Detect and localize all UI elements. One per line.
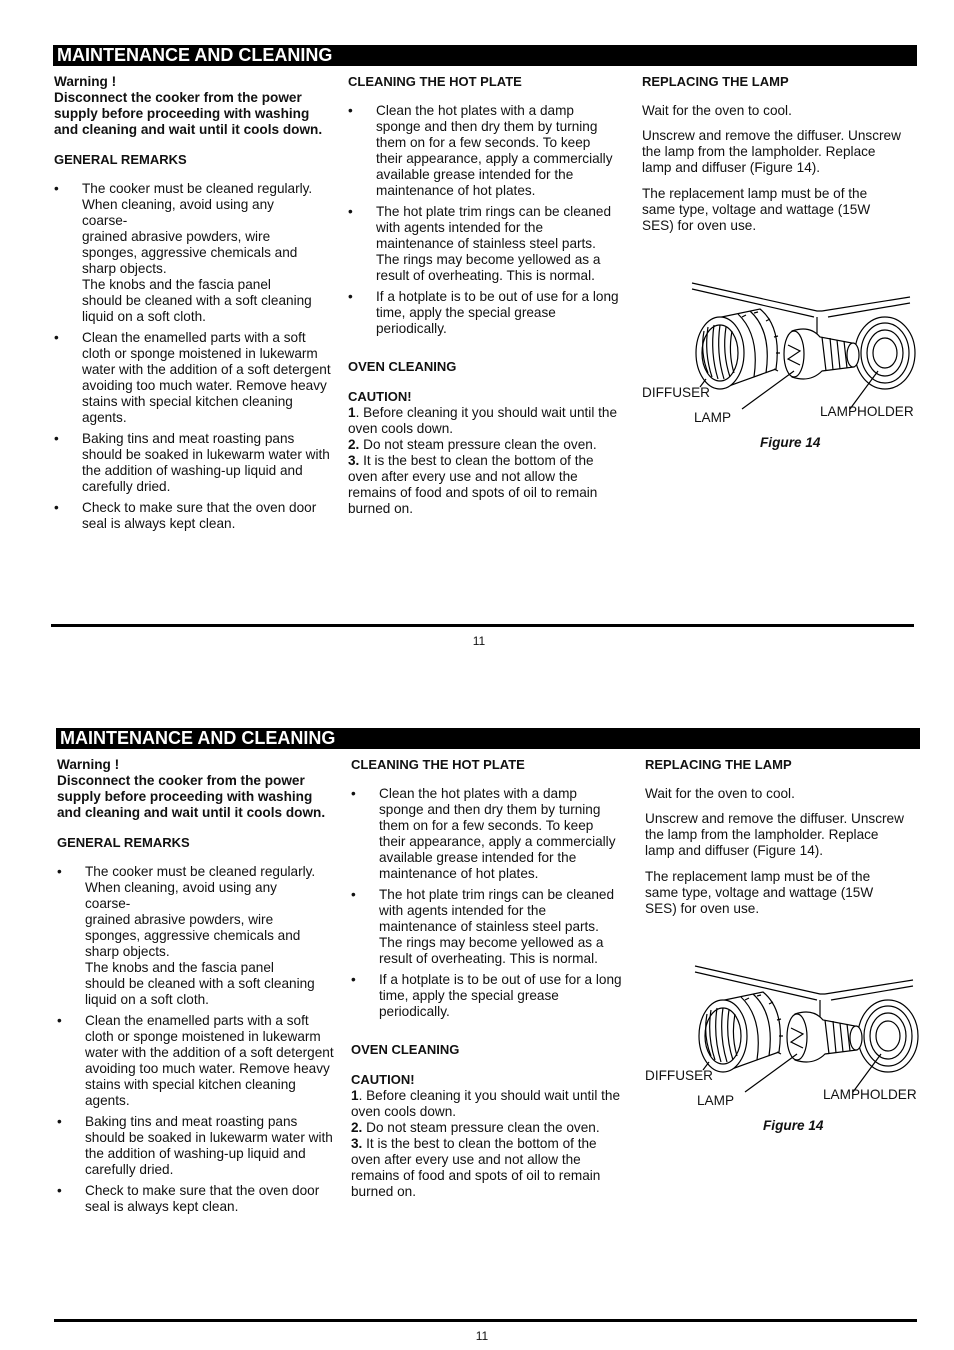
warning-title: Warning ! xyxy=(54,74,117,89)
lamp-diagram-illustration xyxy=(642,281,922,461)
list-item: • Check to make sure that the oven door seal is always kept clean. xyxy=(54,500,332,532)
lamp-figure xyxy=(645,964,925,1144)
middle-column xyxy=(348,74,620,517)
list-item: • Clean the hot plates with a damp sponge and then dry them by turning them on for a few seconds. To keep their appearance, apply a commercially available grease intended for the maintenance of hot plates. xyxy=(351,786,623,882)
list-item: • Check to make sure that the oven door seal is always kept clean. xyxy=(57,1183,335,1215)
lamp-figure xyxy=(642,281,922,461)
figure-caption: Figure 14 xyxy=(763,1118,824,1133)
page-top xyxy=(0,0,954,648)
section-banner: MAINTENANCE AND CLEANING xyxy=(56,728,920,749)
left-column xyxy=(54,74,332,537)
lampholder-label: LAMPHOLDER xyxy=(823,1087,917,1102)
list-item: • Clean the enamelled parts with a soft cloth or sponge moistened in lukewarm water with the addition of a soft detergent avoiding too much water. Remove heavy stains with special kitchen cleaning agents. xyxy=(54,330,332,426)
lamp-paragraph-2: Unscrew and remove the diffuser. Unscrew the lamp from the lampholder. Replace lamp and diffuser (Figure 14). xyxy=(642,128,901,175)
figure-caption: Figure 14 xyxy=(760,435,821,450)
hot-plate-heading: CLEANING THE HOT PLATE xyxy=(348,74,522,89)
list-item: • The cooker must be cleaned regularly. When cleaning, avoid using any coarse- grained abrasive powders, wire sponges, aggressive chemicals and sharp objects. The knobs and the fascia panel should be cleaned with a soft cleaning liquid on a soft cloth. xyxy=(54,181,332,325)
lamp-label: LAMP xyxy=(694,410,732,425)
hot-plate-list xyxy=(348,103,620,337)
caution-item-2: 2. Do not steam pressure clean the oven. xyxy=(351,1120,600,1135)
caution-item-3: 3. It is the best to clean the bottom of the oven after every use and not allow the remains of food and spots of oil to remain burned on. xyxy=(351,1136,601,1199)
caution-item-2: 2. Do not steam pressure clean the oven. xyxy=(348,437,597,452)
list-item: • Baking tins and meat roasting pans should be soaked in lukewarm water with the addition of washing-up liquid and carefully dried. xyxy=(57,1114,335,1178)
list-item: • The hot plate trim rings can be cleaned with agents intended for the maintenance of stainless steel parts. The rings may become yellowed as a result of overheating. This is normal. xyxy=(351,887,623,967)
section-banner: MAINTENANCE AND CLEANING xyxy=(53,45,917,66)
lamp-paragraph-2: Unscrew and remove the diffuser. Unscrew the lamp from the lampholder. Replace lamp and diffuser (Figure 14). xyxy=(645,811,904,858)
footer-rule xyxy=(54,1319,917,1322)
general-remarks-heading: GENERAL REMARKS xyxy=(57,835,190,850)
lamp-diagram-illustration xyxy=(645,964,925,1144)
general-remarks-list xyxy=(54,181,332,532)
right-column xyxy=(642,74,904,234)
caution-item-1: 1. Before cleaning it you should wait until the oven cools down. xyxy=(351,1088,621,1119)
lamp-paragraph-3: The replacement lamp must be of the same type, voltage and wattage (15W SES) for oven use. xyxy=(645,869,874,916)
oven-cleaning-heading: OVEN CLEANING xyxy=(348,359,457,374)
lamp-paragraph-1: Wait for the oven to cool. xyxy=(645,786,795,801)
diffuser-label: DIFFUSER xyxy=(642,385,710,400)
replacing-lamp-heading: REPLACING THE LAMP xyxy=(642,74,789,89)
general-remarks-list xyxy=(57,864,335,1215)
list-item: • If a hotplate is to be out of use for a long time, apply the special grease periodically. xyxy=(351,972,623,1020)
hot-plate-list xyxy=(351,786,623,1020)
left-column xyxy=(57,757,335,1220)
caution-label: CAUTION! xyxy=(348,389,412,404)
caution-label: CAUTION! xyxy=(351,1072,415,1087)
page-number: 11 xyxy=(475,1329,489,1343)
page-bottom xyxy=(0,683,954,1343)
diffuser-label: DIFFUSER xyxy=(645,1068,713,1083)
general-remarks-heading: GENERAL REMARKS xyxy=(54,152,187,167)
caution-item-3: 3. It is the best to clean the bottom of the oven after every use and not allow the remains of food and spots of oil to remain burned on. xyxy=(348,453,598,516)
caution-item-1: 1. Before cleaning it you should wait until the oven cools down. xyxy=(348,405,618,436)
middle-column xyxy=(351,757,623,1200)
lamp-paragraph-1: Wait for the oven to cool. xyxy=(642,103,792,118)
warning-text: Disconnect the cooker from the power supply before proceeding with washing and cleaning and wait until it cools down. xyxy=(57,773,326,820)
oven-cleaning-heading: OVEN CLEANING xyxy=(351,1042,460,1057)
right-column xyxy=(645,757,907,917)
warning-title: Warning ! xyxy=(57,757,120,772)
replacing-lamp-heading: REPLACING THE LAMP xyxy=(645,757,792,772)
list-item: • Clean the hot plates with a damp sponge and then dry them by turning them on for a few seconds. To keep their appearance, apply a commercially available grease intended for the maintenance of hot plates. xyxy=(348,103,620,199)
page-number: 11 xyxy=(472,634,486,648)
lampholder-label: LAMPHOLDER xyxy=(820,404,914,419)
warning-text: Disconnect the cooker from the power supply before proceeding with washing and cleaning and wait until it cools down. xyxy=(54,90,323,137)
list-item: • The hot plate trim rings can be cleaned with agents intended for the maintenance of stainless steel parts. The rings may become yellowed as a result of overheating. This is normal. xyxy=(348,204,620,284)
list-item: • Baking tins and meat roasting pans should be soaked in lukewarm water with the addition of washing-up liquid and carefully dried. xyxy=(54,431,332,495)
list-item: • The cooker must be cleaned regularly. When cleaning, avoid using any coarse- grained abrasive powders, wire sponges, aggressive chemicals and sharp objects. The knobs and the fascia panel should be cleaned with a soft cleaning liquid on a soft cloth. xyxy=(57,864,335,1008)
lamp-label: LAMP xyxy=(697,1093,735,1108)
lamp-paragraph-3: The replacement lamp must be of the same type, voltage and wattage (15W SES) for oven use. xyxy=(642,186,871,233)
list-item: • If a hotplate is to be out of use for a long time, apply the special grease periodically. xyxy=(348,289,620,337)
footer-rule xyxy=(51,624,914,627)
list-item: • Clean the enamelled parts with a soft cloth or sponge moistened in lukewarm water with the addition of a soft detergent avoiding too much water. Remove heavy stains with special kitchen cleaning agents. xyxy=(57,1013,335,1109)
hot-plate-heading: CLEANING THE HOT PLATE xyxy=(351,757,525,772)
